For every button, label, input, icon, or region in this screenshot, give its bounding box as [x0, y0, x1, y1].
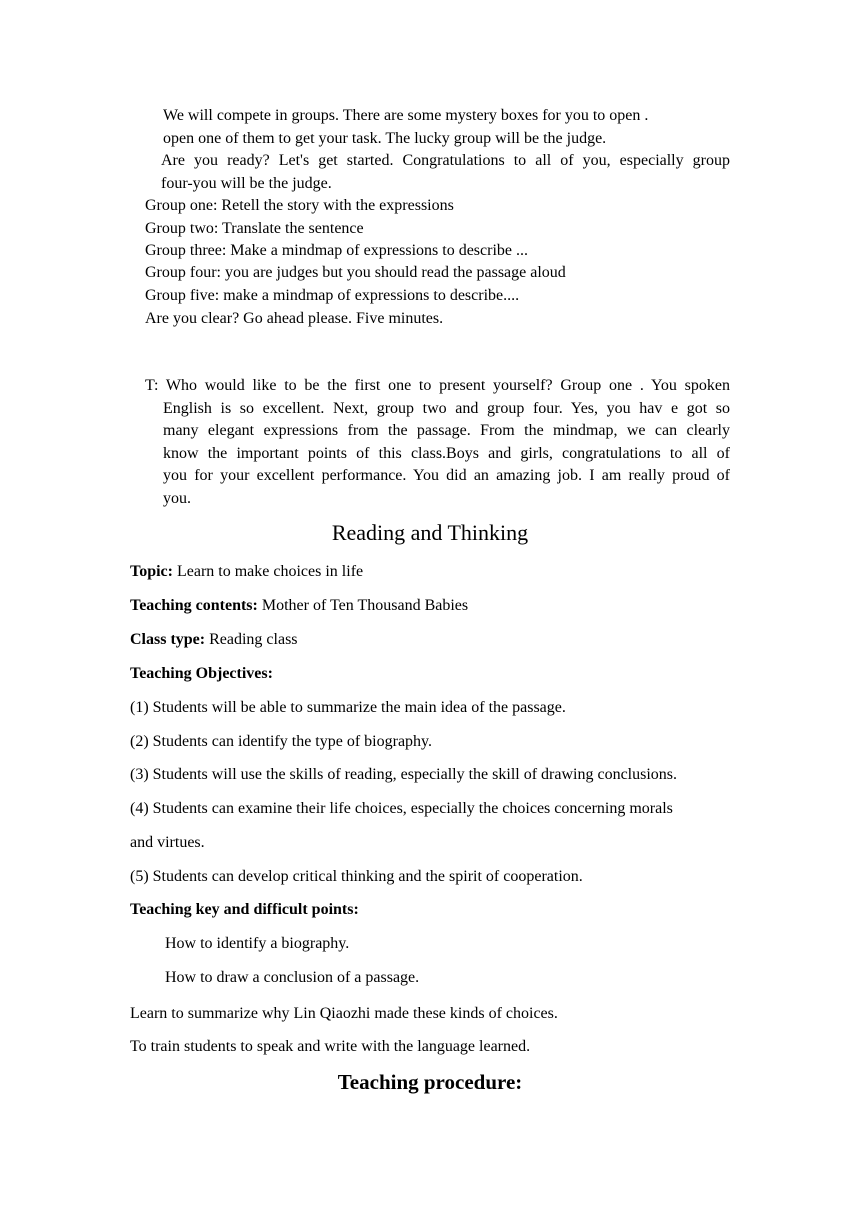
class-type-row	[130, 630, 298, 650]
objectives-heading: Teaching Objectives:	[130, 665, 273, 682]
topic-row	[130, 562, 363, 582]
intro-line: We will compete in groups. There are some mystery boxes for you to open .	[163, 107, 649, 124]
objective-item: (1) Students will be able to summarize the main idea of the passage.	[130, 699, 566, 716]
objective-item: (3) Students will use the skills of reading, especially the skill of drawing conclusions.	[130, 766, 678, 783]
group-instruction: Are you clear? Go ahead please. Five minutes.	[145, 310, 444, 327]
group-task: Group four: you are judges but you should read the passage aloud	[145, 264, 566, 281]
objective-item: (2) Students can identify the type of biography.	[130, 733, 432, 750]
intro-line: four-you will be the judge.	[161, 175, 332, 192]
key-point: How to draw a conclusion of a passage.	[165, 969, 420, 986]
group-task: Group two: Translate the sentence	[145, 220, 364, 237]
contents-value: Mother of Ten Thousand Babies	[257, 597, 469, 614]
contents-row	[130, 596, 468, 616]
summary-line: Learn to summarize why Lin Qiaozhi made these kinds of choices.	[130, 1005, 558, 1022]
topic-label: Topic:	[130, 563, 173, 580]
teacher-line: English is so excellent. Next, group two and group four. Yes, you hav e got so	[163, 400, 730, 417]
objective-item: (5) Students can develop critical thinking and the spirit of cooperation.	[130, 868, 583, 885]
teacher-line: many elegant expressions from the passage. From the mindmap, we can clearly	[163, 422, 730, 439]
teacher-line: you for your excellent performance. You did an amazing job. I am really proud of	[163, 467, 730, 484]
teacher-line: T: Who would like to be the first one to present yourself? Group one . You spoken	[145, 377, 730, 394]
teacher-line: know the important points of this class.Boys and girls, congratulations to all of	[163, 445, 730, 462]
group-task: Group five: make a mindmap of expressions to describe....	[145, 287, 520, 304]
teacher-line: you.	[163, 490, 191, 507]
class-type-label: Class type:	[130, 631, 206, 648]
topic-value: Learn to make choices in life	[172, 563, 364, 580]
key-point: How to identify a biography.	[165, 935, 350, 952]
intro-line: open one of them to get your task. The lucky group will be the judge.	[163, 130, 607, 147]
objective-item: (4) Students can examine their life choices, especially the choices concerning morals	[130, 800, 673, 817]
objective-item: and virtues.	[130, 834, 205, 851]
section-title: Reading and Thinking	[331, 520, 529, 545]
summary-line: To train students to speak and write with the language learned.	[130, 1038, 531, 1055]
group-task: Group one: Retell the story with the expressions	[145, 197, 454, 214]
key-points-heading: Teaching key and difficult points:	[130, 901, 359, 918]
intro-line: Are you ready? Let's get started. Congratulations to all of you, especially group	[161, 152, 730, 169]
procedure-title: Teaching procedure:	[337, 1070, 523, 1094]
contents-label: Teaching contents:	[130, 597, 258, 614]
class-type-value: Reading class	[205, 631, 298, 648]
group-task: Group three: Make a mindmap of expressions to describe ...	[145, 242, 529, 259]
